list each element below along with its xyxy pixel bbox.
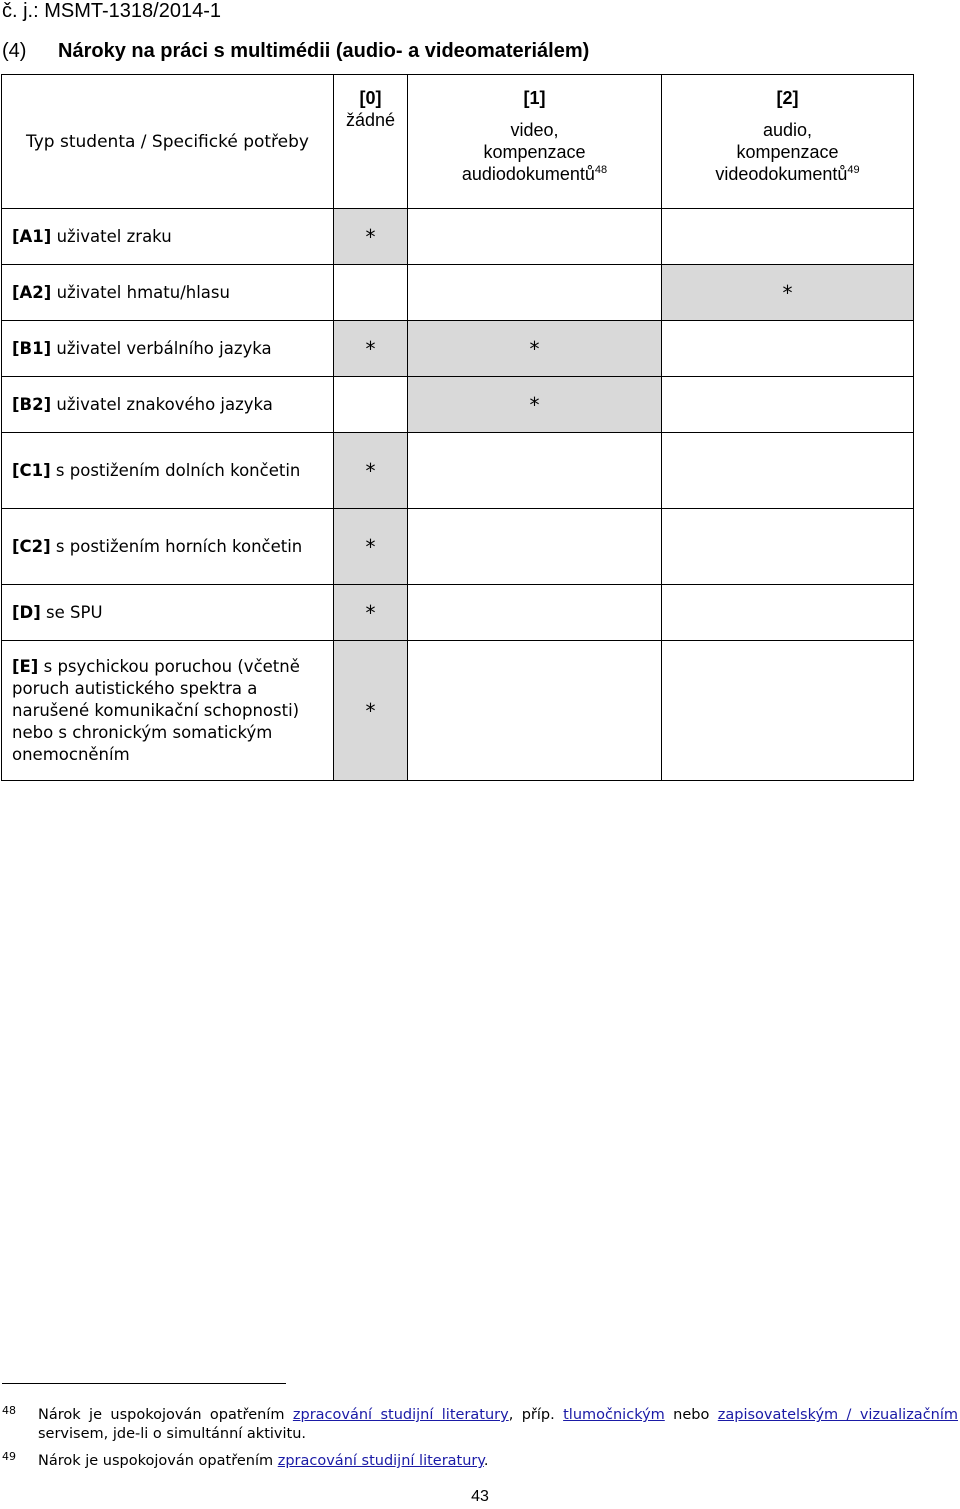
cell-col-1: * [408,321,662,377]
header-student-type: Typ studenta / Specifické potřeby [2,75,334,209]
footnote-49-text-part: . [483,1453,489,1469]
page-number: 43 [471,1488,489,1505]
footnote-49-text [38,1452,958,1471]
cell-col-1 [408,509,662,585]
cell-col-1 [408,433,662,509]
table-row [2,265,914,321]
row-label-text: uživatel znakového jazyka [56,394,273,414]
table-row [2,585,914,641]
table-row [2,641,914,781]
table-row [2,209,914,265]
row-label-text: se SPU [46,602,103,622]
header-col-1-line-0: video, [510,120,559,140]
footnote-49-number: 49 [2,1450,16,1463]
section-heading [2,40,589,63]
footnote-48 [2,1406,958,1444]
header-col-2 [662,75,914,209]
header-col-2-line-2: videodokumentů [715,164,848,184]
table-row [2,321,914,377]
cell-col-2 [662,641,914,781]
cell-col-1 [408,585,662,641]
cell-col-1 [408,209,662,265]
cell-col-2 [662,509,914,585]
row-label [2,321,334,377]
cell-col-2: * [662,265,914,321]
footnote-48-text [38,1406,958,1444]
table-row [2,433,914,509]
row-code: [A1] [12,226,52,246]
footnote-48-number: 48 [2,1404,16,1417]
footnote-separator [2,1383,286,1384]
header-col-2-line-1: kompenzace [736,142,839,162]
row-label [2,377,334,433]
header-row [2,75,914,209]
row-label [2,433,334,509]
cell-col-0: * [334,321,408,377]
cell-col-0 [334,377,408,433]
row-code: [A2] [12,282,52,302]
row-label [2,209,334,265]
link-zpracovani-studijni-literatury-2[interactable]: zpracování studijní literatury [277,1453,484,1469]
cell-col-0: * [334,509,408,585]
cell-col-0: * [334,209,408,265]
cell-col-2 [662,433,914,509]
cell-col-0 [334,265,408,321]
cell-col-0: * [334,433,408,509]
row-code: [B2] [12,394,52,414]
cell-col-1: * [408,377,662,433]
footnote-49-text-part: Nárok je uspokojován opatřením [38,1453,278,1469]
row-code: [C2] [12,536,51,556]
cell-col-2 [662,321,914,377]
section-number: (4) [2,40,27,62]
footnote-ref-48[interactable]: 48 [594,164,608,176]
row-label-text: s postižením horních končetin [55,536,303,556]
cell-col-2 [662,209,914,265]
document-reference: č. j.: MSMT-1318/2014-1 [2,0,221,22]
cell-col-2 [662,585,914,641]
row-label [2,641,334,781]
footnote-48-text-part: , příp. [508,1407,564,1423]
footnote-ref-49[interactable]: 49 [847,164,860,176]
header-col-0-code: [0] [359,88,382,108]
table-row [2,377,914,433]
cell-col-2 [662,377,914,433]
row-label [2,585,334,641]
row-code: [D] [12,602,41,622]
row-code: [E] [12,656,39,676]
header-col-2-line-0: audio, [762,120,813,140]
row-label-text: s postižením dolních končetin [55,460,301,480]
cell-col-1 [408,265,662,321]
header-col-1-line-1: kompenzace [483,142,586,162]
row-code: [B1] [12,338,52,358]
row-label [2,509,334,585]
header-col-1-code: [1] [523,88,546,108]
footnote-48-text-part: servisem, jde-li o simultánní aktivitu. [38,1426,307,1442]
section-title: Nároky na práci s multimédii (audio- a videomateriálem) [58,40,590,62]
link-tlumocnickym[interactable]: tlumočnickým [563,1407,665,1423]
footnote-48-text-part: nebo [664,1407,718,1423]
footnote-48-text-part: Nárok je uspokojován opatřením [38,1407,293,1423]
row-label-text: uživatel verbálního jazyka [56,338,272,358]
requirements-table [1,74,914,781]
cell-col-0: * [334,641,408,781]
row-label-text: uživatel hmatu/hlasu [56,282,230,302]
header-col-1 [408,75,662,209]
header-col-1-line-2: audiodokumentů [461,164,595,184]
footnote-49 [2,1452,958,1471]
table-row [2,509,914,585]
link-zpracovani-studijni-literatury[interactable]: zpracování studijní literatury [292,1407,509,1423]
row-label-text: s psychickou poruchou (včetně poruch autistického spektra a narušené komunikační schopnosti) nebo s chronickým somatickým onemocněním [12,656,300,764]
header-col-0 [334,75,408,209]
cell-col-0: * [334,585,408,641]
cell-col-1 [408,641,662,781]
row-code: [C1] [12,460,51,480]
header-col-0-line-0: žádné [345,110,396,130]
header-col-2-code: [2] [776,88,799,108]
row-label [2,265,334,321]
link-zapisovatelskym-vizualizacnim[interactable]: zapisovatelským / vizualizačním [717,1407,959,1423]
row-label-text: uživatel zraku [56,226,172,246]
